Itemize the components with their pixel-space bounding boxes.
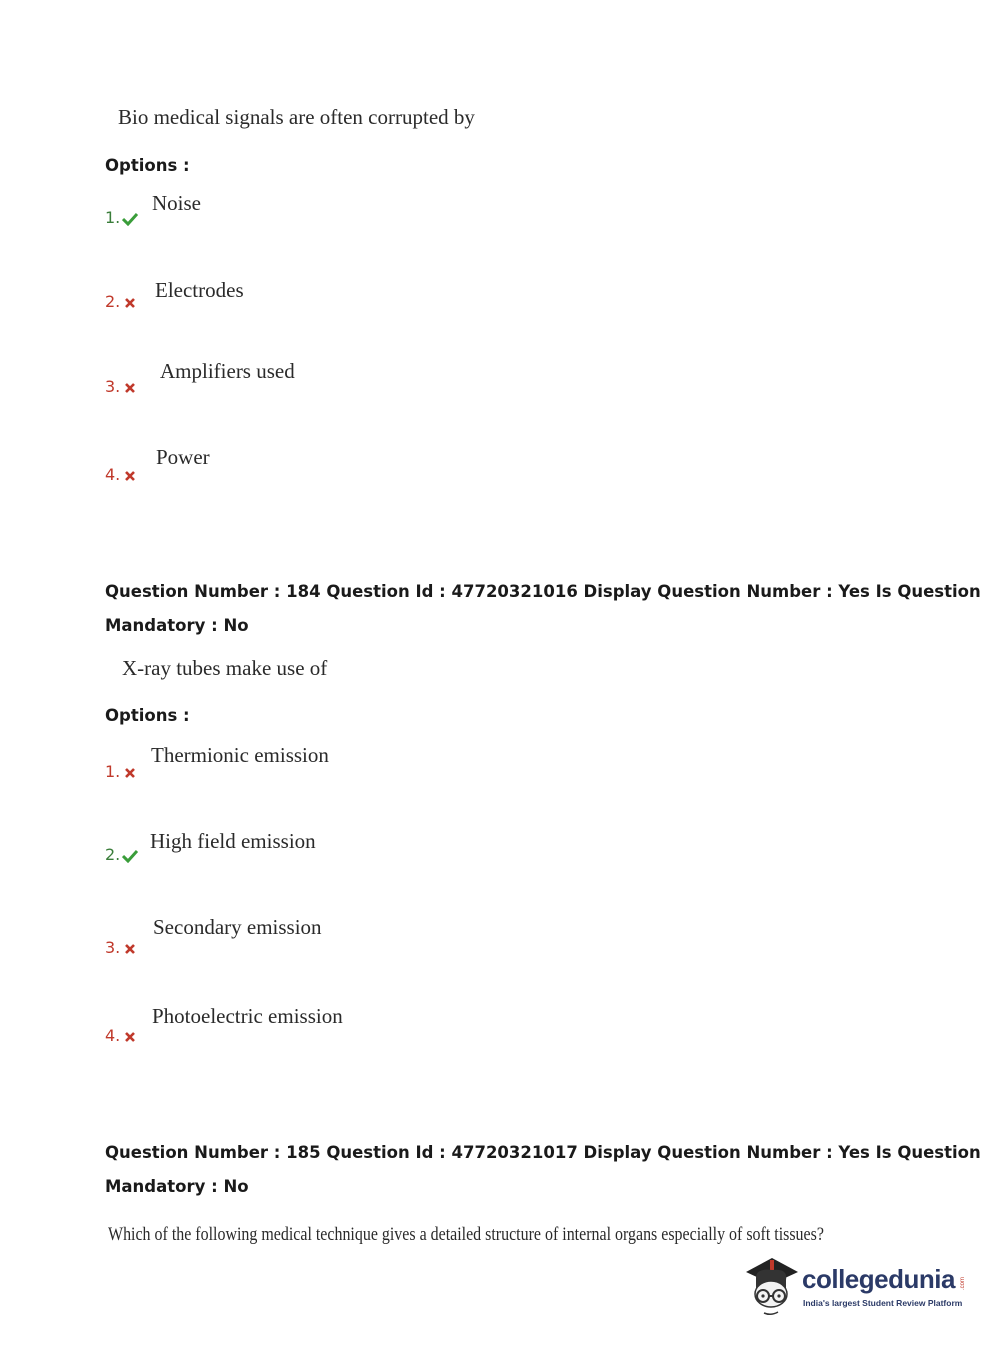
option-184-2-number: 2. (105, 845, 138, 864)
option-183-1-text: Noise (152, 191, 201, 215)
check-icon (122, 849, 138, 863)
question-184-text: X-ray tubes make use of (122, 656, 328, 680)
option-184-1-number: 1. (105, 762, 138, 781)
option-183-2-text: Electrodes (155, 278, 244, 302)
cross-icon (122, 469, 138, 483)
option-184-3-number: 3. (105, 938, 138, 957)
question-185-header-line2: Mandatory : No (105, 1177, 249, 1196)
options-label-183: Options : (105, 156, 190, 175)
option-183-4-number: 4. (105, 465, 138, 484)
brand-suffix: .com (960, 1276, 966, 1290)
collegedunia-watermark (742, 1250, 972, 1320)
cross-icon (122, 381, 138, 395)
question-185-header-line1: Question Number : 185 Question Id : 47720321017 Display Question Number : Yes Is Question (105, 1143, 981, 1162)
option-183-3-text: Amplifiers used (160, 359, 295, 383)
check-icon (122, 212, 138, 226)
option-184-4-number: 4. (105, 1026, 138, 1045)
cross-icon (122, 1030, 138, 1044)
question-183-text: Bio medical signals are often corrupted by (118, 105, 475, 129)
brand-tagline: India's largest Student Review Platform (803, 1298, 963, 1308)
cross-icon (122, 296, 138, 310)
option-183-2-number: 2. (105, 292, 138, 311)
options-label-184: Options : (105, 706, 190, 725)
question-184-header-line2: Mandatory : No (105, 616, 249, 635)
brand-name: collegedunia (802, 1264, 955, 1294)
option-184-1-text: Thermionic emission (151, 743, 329, 767)
option-184-2-text: High field emission (150, 829, 316, 853)
question-184-header-line1: Question Number : 184 Question Id : 47720321016 Display Question Number : Yes Is Question (105, 582, 981, 601)
option-183-4-text: Power (156, 445, 210, 469)
option-183-3-number: 3. (105, 377, 138, 396)
mascot-logo-icon (742, 1250, 800, 1316)
option-184-3-text: Secondary emission (153, 915, 322, 939)
question-185-text: Which of the following medical technique gives a detailed structure of internal organs especially of soft tissues? (108, 1224, 824, 1245)
option-183-1-number: 1. (105, 208, 138, 227)
option-184-4-text: Photoelectric emission (152, 1004, 343, 1028)
cross-icon (122, 766, 138, 780)
cross-icon (122, 942, 138, 956)
